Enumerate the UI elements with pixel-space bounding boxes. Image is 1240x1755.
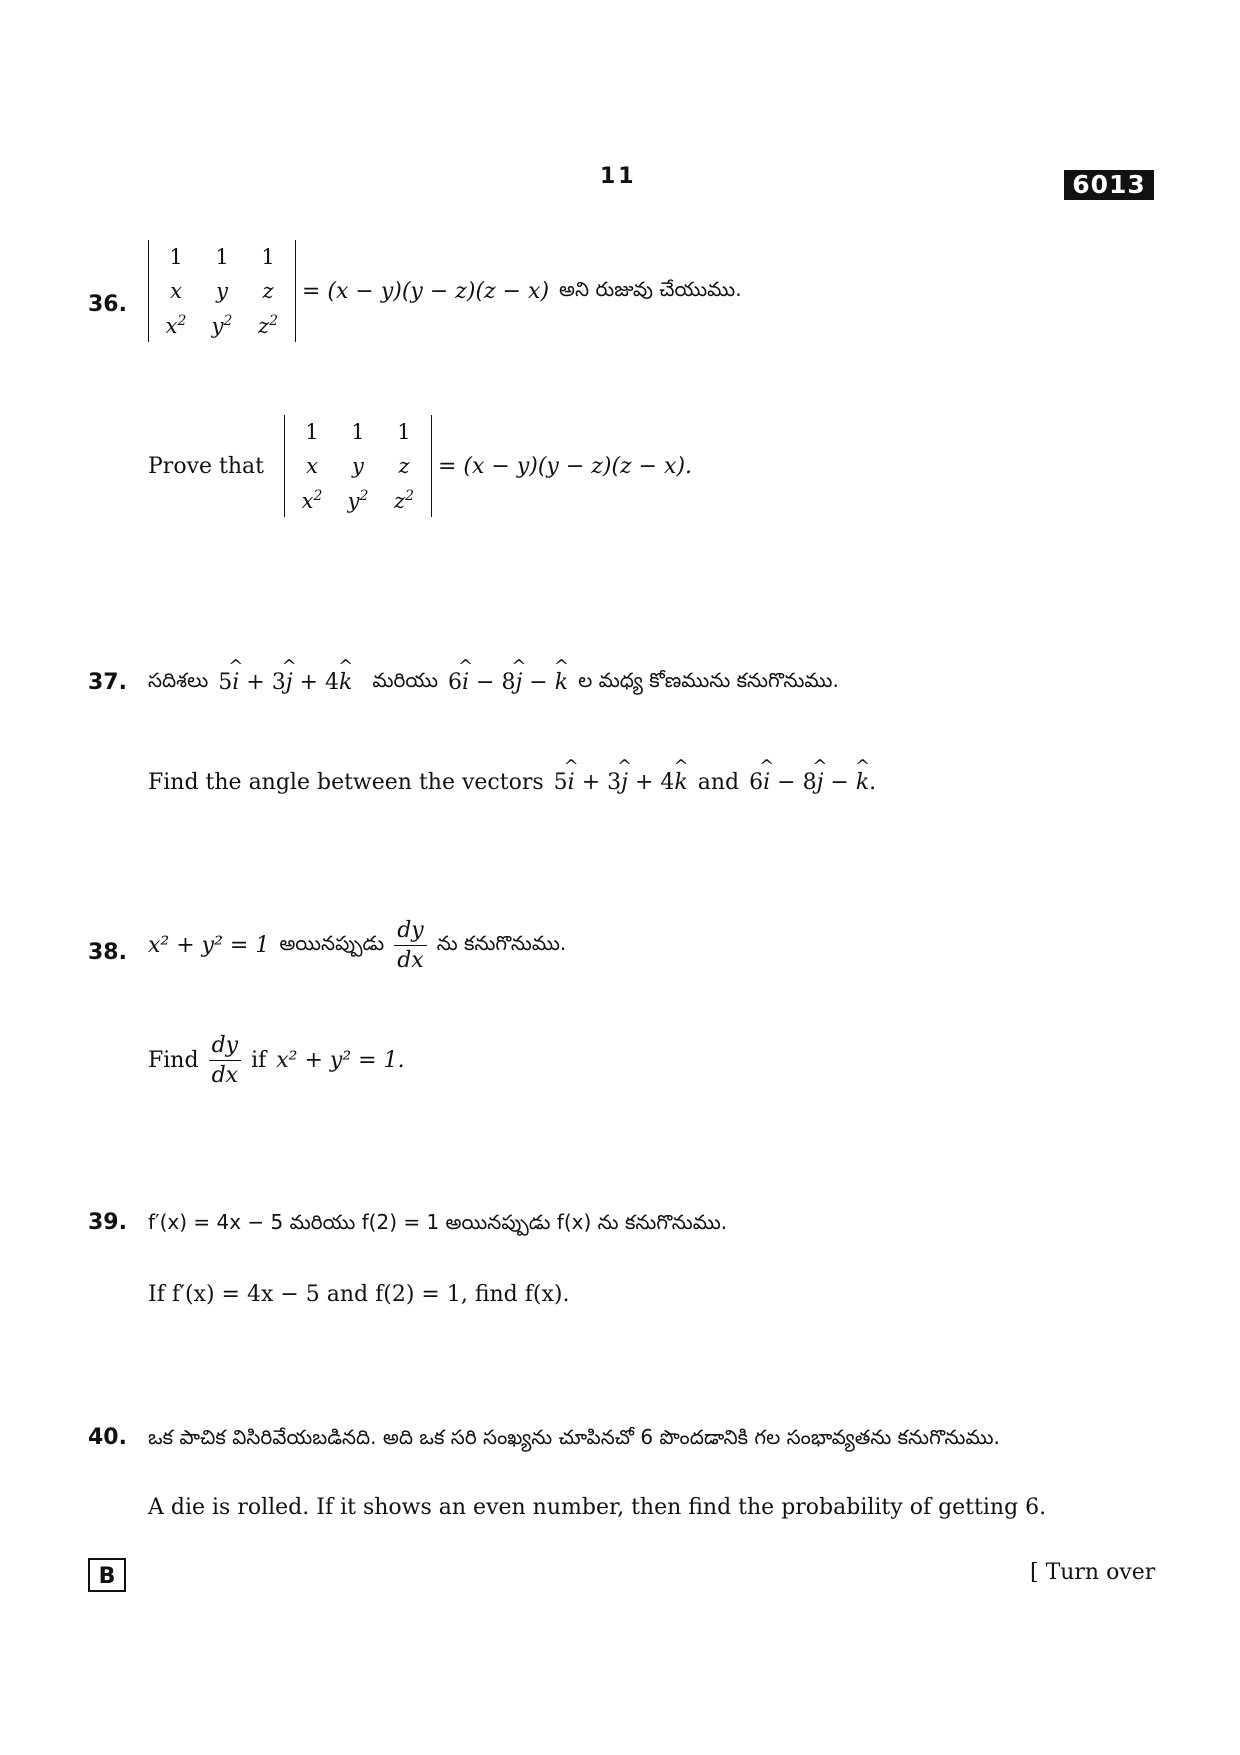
q36-english-line <box>148 415 692 517</box>
series-box: B <box>88 1558 126 1592</box>
q39-telugu-line <box>148 1210 727 1239</box>
q36-telugu-text: అని రుజువు చేయుము. <box>559 276 742 301</box>
q38-equation: x² + y² = 1 <box>148 933 270 958</box>
q37-telugu-line <box>148 668 839 697</box>
q36-rhs: = (x − y)(y − z)(z − x) <box>302 278 550 304</box>
q40-telugu-line <box>148 1425 1000 1454</box>
question-number-36: 36. <box>88 292 127 317</box>
q37-vector-2-en: 6^ i − 8^ j − ^ k. <box>749 770 876 795</box>
q38-equation-en: x² + y² = 1. <box>276 1048 405 1073</box>
q38-derivative: $\frac{dy}{dx}$ <box>394 918 427 973</box>
q38-telugu-mid: అయినప్పుడు <box>279 931 385 955</box>
q37-telugu-start: సదిశలు <box>148 668 209 692</box>
q38-english-line <box>148 1033 405 1088</box>
q37-telugu-end: ల మధ్య కోణమును కనుగొనుము. <box>578 668 839 692</box>
q37-english-line <box>148 770 876 795</box>
paper-code-badge: 6013 <box>1064 170 1154 200</box>
q37-english-and: and <box>697 770 740 795</box>
turn-over-text: [ Turn over <box>1030 1560 1156 1585</box>
q38-english-if: if <box>251 1048 267 1073</box>
q39-telugu-text: f′(x) = 4x − 5 మరియు f(2) = 1 అయినప్పుడు f(x) ను కనుగొనుము. <box>148 1210 728 1234</box>
question-number-39: 39. <box>88 1210 127 1235</box>
q36-rhs-en: = (x − y)(y − z)(z − x). <box>437 453 693 479</box>
q36-telugu-line <box>148 240 742 342</box>
q38-english-find: Find <box>148 1048 199 1073</box>
q40-telugu-text: ఒక పాచిక విసిరివేయబడినది. అది ఒక సరి సంఖ్యను చూపినచో 6 పొందడానికి గల సంభావ్యతను కనుగొనుము. <box>148 1425 1000 1449</box>
q37-english-start: Find the angle between the vectors <box>148 770 544 795</box>
q38-telugu-line <box>148 918 566 973</box>
q39-english-line <box>148 1282 569 1307</box>
page-number: 11 <box>600 164 637 189</box>
question-number-40: 40. <box>88 1425 127 1450</box>
q36-determinant: 1 1 1 x y z $x^2$ $y^2$ $z^2$ <box>148 240 296 342</box>
q36-determinant-en: 1 1 1 x y z $x^2$ $y^2$ $z^2$ <box>284 415 432 517</box>
q36-prove-that: Prove that <box>148 453 264 479</box>
q37-telugu-and: మరియు <box>372 668 438 692</box>
q38-derivative-en: $\frac{dy}{dx}$ <box>209 1033 242 1088</box>
q40-english-line <box>148 1495 1046 1520</box>
q37-vector-1-en: 5^ i + 3^ j + 4^ k <box>554 770 688 795</box>
question-number-38: 38. <box>88 940 127 965</box>
q38-telugu-end: ను కనుగొనుము. <box>436 931 567 955</box>
question-number-37: 37. <box>88 670 127 695</box>
q40-english-text: A die is rolled. If it shows an even number, then find the probability of getting 6. <box>148 1495 1047 1520</box>
q37-vector-1: 5^ i + 3^ j + 4^ k <box>218 670 352 695</box>
q37-vector-2: 6^ i − 8^ j − ^ k <box>448 670 568 695</box>
q39-english-text: If f′(x) = 4x − 5 and f(2) = 1, find f(x). <box>148 1282 570 1307</box>
